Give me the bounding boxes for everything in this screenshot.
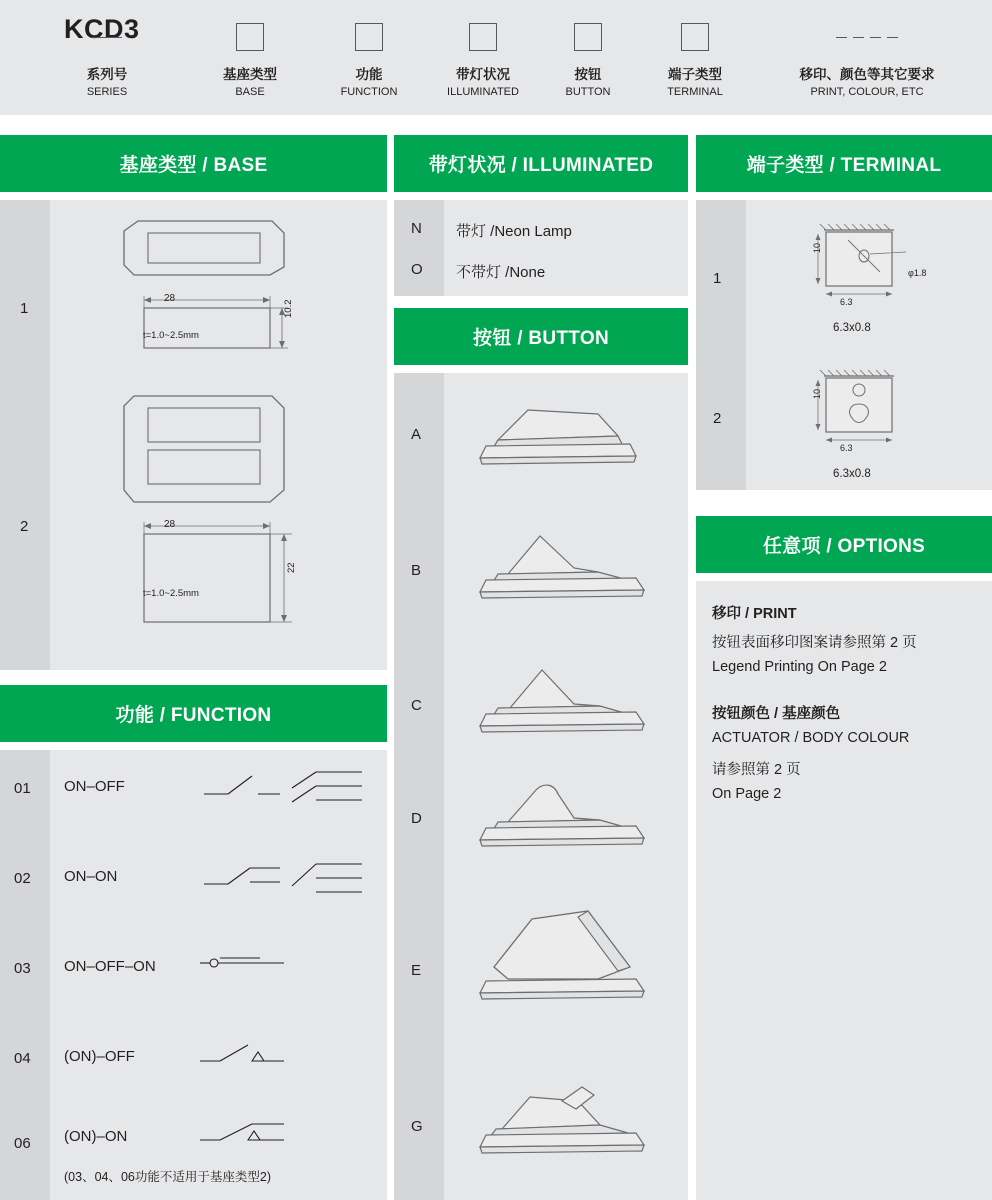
options-section-title: 任意项 / OPTIONS: [696, 516, 992, 573]
function-row-label-01: ON–OFF: [64, 778, 125, 795]
code-label-cn: 基座类型: [223, 67, 277, 82]
code-column-button: [545, 18, 631, 98]
options-colour-line-3: On Page 2: [712, 786, 782, 802]
function-section-panel: [0, 750, 387, 1200]
dash-icon: [62, 18, 152, 56]
options-colour-line-2: 请参照第 2 页: [712, 762, 801, 778]
button-row-key-g: G: [411, 1118, 423, 1135]
base-section-title: 基座类型 / BASE: [0, 135, 387, 192]
function-row-label-06: (ON)–ON: [64, 1128, 128, 1145]
code-label-cn: 按钮: [574, 67, 602, 82]
base-function-gutter: [0, 670, 387, 685]
base-2-perspective-drawing: [120, 390, 290, 510]
terminal-1-height-dim: 10: [812, 242, 822, 253]
options-band-gutter: [696, 573, 992, 581]
code-label-en: TERMINAL: [667, 86, 723, 98]
terminal-2-height-dim: 10: [812, 388, 822, 399]
square-icon: [424, 18, 542, 56]
code-label-cn: 功能: [355, 67, 383, 82]
base-1-perspective-drawing: [120, 215, 290, 281]
button-row-key-a: A: [411, 426, 422, 443]
button-key-lane: [394, 373, 444, 1200]
base-1-thickness: t=1.0~2.5mm: [143, 330, 199, 341]
code-label-cn: 带灯状况: [456, 67, 510, 82]
function-band-gutter: [0, 742, 387, 750]
button-row-key-c: C: [411, 697, 422, 714]
code-column-print-colour: [762, 18, 972, 98]
button-a-drawing: [478, 400, 643, 472]
button-d-drawing: [478, 778, 653, 858]
code-column-function: [322, 18, 416, 98]
options-print-heading: 移印 / PRINT: [712, 606, 797, 622]
function-row-key-02: 02: [14, 870, 31, 887]
function-row-key-06: 06: [14, 1135, 31, 1152]
options-colour-heading: 按钮颜色 / 基座颜色: [712, 706, 841, 722]
base-1-height-dim: 10.2: [283, 299, 294, 318]
code-label-cn: 系列号: [86, 67, 128, 82]
terminal-2-drawing: [802, 368, 952, 468]
base-row-key-2: 2: [20, 518, 29, 535]
function-row-label-02: ON–ON: [64, 868, 118, 885]
illuminated-row-key-o: O: [411, 261, 423, 278]
function-section-title: 功能 / FUNCTION: [0, 685, 387, 742]
function-row-key-03: 03: [14, 960, 31, 977]
column-gutter-right: [688, 115, 696, 1200]
base-key-lane: [0, 200, 50, 670]
illuminated-section-title: 带灯状况 / ILLUMINATED: [394, 135, 688, 192]
button-row-key-b: B: [411, 562, 422, 579]
function-04-circuit-diagram: [198, 1035, 288, 1071]
terminal-2-width-dim: 6.3: [840, 443, 853, 453]
illuminated-row-label-o: 不带灯 /None: [456, 264, 546, 281]
function-footnote: (03、04、06功能不适用于基座类型2): [64, 1170, 271, 1184]
illuminated-key-lane: [394, 200, 444, 296]
code-label-cn: 端子类型: [668, 67, 722, 82]
square-icon: [646, 18, 744, 56]
square-icon: [322, 18, 416, 56]
base-2-thickness: t=1.0~2.5mm: [143, 588, 199, 599]
code-column-terminal: [646, 18, 744, 98]
terminal-row-key-1: 1: [713, 270, 722, 287]
terminal-row-key-2: 2: [713, 410, 722, 427]
code-label-en: SERIES: [86, 86, 128, 98]
code-label-en: BUTTON: [565, 86, 611, 98]
terminal-1-caption: 6.3x0.8: [833, 322, 871, 334]
function-03-circuit-diagram: [198, 945, 288, 981]
options-colour-line-1: ACTUATOR / BODY COLOUR: [712, 730, 910, 746]
code-column-base: [203, 18, 297, 98]
terminal-1-drawing: [802, 222, 952, 322]
illuminated-band-gutter: [394, 192, 688, 200]
terminal-2-caption: 6.3x0.8: [833, 468, 871, 480]
square-icon: [203, 18, 297, 56]
terminal-key-lane: [696, 200, 746, 490]
function-row-key-01: 01: [14, 780, 31, 797]
button-e-drawing: [478, 905, 653, 1010]
function-02-circuit-diagram: [200, 852, 370, 902]
column-gutter-left: [387, 115, 394, 1200]
button-g-drawing: [478, 1075, 653, 1170]
base-row-key-1: 1: [20, 300, 29, 317]
function-01-circuit-diagram: [200, 762, 370, 812]
code-label-en: BASE: [235, 86, 265, 98]
function-row-key-04: 04: [14, 1050, 31, 1067]
terminal-1-hole-dim: φ1.8: [908, 268, 927, 278]
button-b-drawing: [478, 530, 653, 610]
base-2-height-dim: 22: [286, 562, 297, 573]
base-1-width-dim: 28: [164, 293, 176, 304]
square-icon: [545, 18, 631, 56]
code-label-en: ILLUMINATED: [447, 86, 519, 98]
code-label-en: PRINT, COLOUR, ETC: [810, 86, 924, 98]
button-c-drawing: [478, 662, 653, 742]
illuminated-row-label-n: 带灯 /Neon Lamp: [456, 223, 572, 240]
code-column-illuminated: [424, 18, 542, 98]
dashed-line-icon: [762, 18, 972, 56]
code-column-series: [62, 18, 152, 98]
base-1-dimension-drawing: [120, 292, 300, 360]
terminal-1-width-dim: 6.3: [840, 297, 853, 307]
base-2-dimension-drawing: [120, 518, 305, 633]
terminal-options-gutter: [696, 490, 992, 516]
options-print-line-2: Legend Printing On Page 2: [712, 659, 887, 675]
options-print-line-1: 按钮表面移印图案请参照第 2 页: [712, 635, 917, 651]
button-row-key-d: D: [411, 810, 422, 827]
function-06-circuit-diagram: [198, 1112, 288, 1148]
button-row-key-e: E: [411, 962, 422, 979]
code-structure-bar: [0, 0, 992, 115]
base-2-width-dim: 28: [164, 519, 176, 530]
illuminated-button-gutter: [394, 296, 688, 308]
function-row-label-04: (ON)–OFF: [64, 1048, 135, 1065]
button-band-gutter: [394, 365, 688, 373]
series-code: KCD3: [64, 14, 140, 44]
code-label-en: FUNCTION: [340, 86, 398, 98]
button-section-title: 按钮 / BUTTON: [394, 308, 688, 365]
base-band-gutter: [0, 192, 387, 200]
terminal-band-gutter: [696, 192, 992, 200]
illuminated-row-key-n: N: [411, 220, 422, 237]
code-label-cn: 移印、颜色等其它要求: [799, 67, 935, 82]
function-row-label-03: ON–OFF–ON: [64, 958, 156, 975]
header-gutter: [0, 115, 992, 135]
terminal-section-title: 端子类型 / TERMINAL: [696, 135, 992, 192]
